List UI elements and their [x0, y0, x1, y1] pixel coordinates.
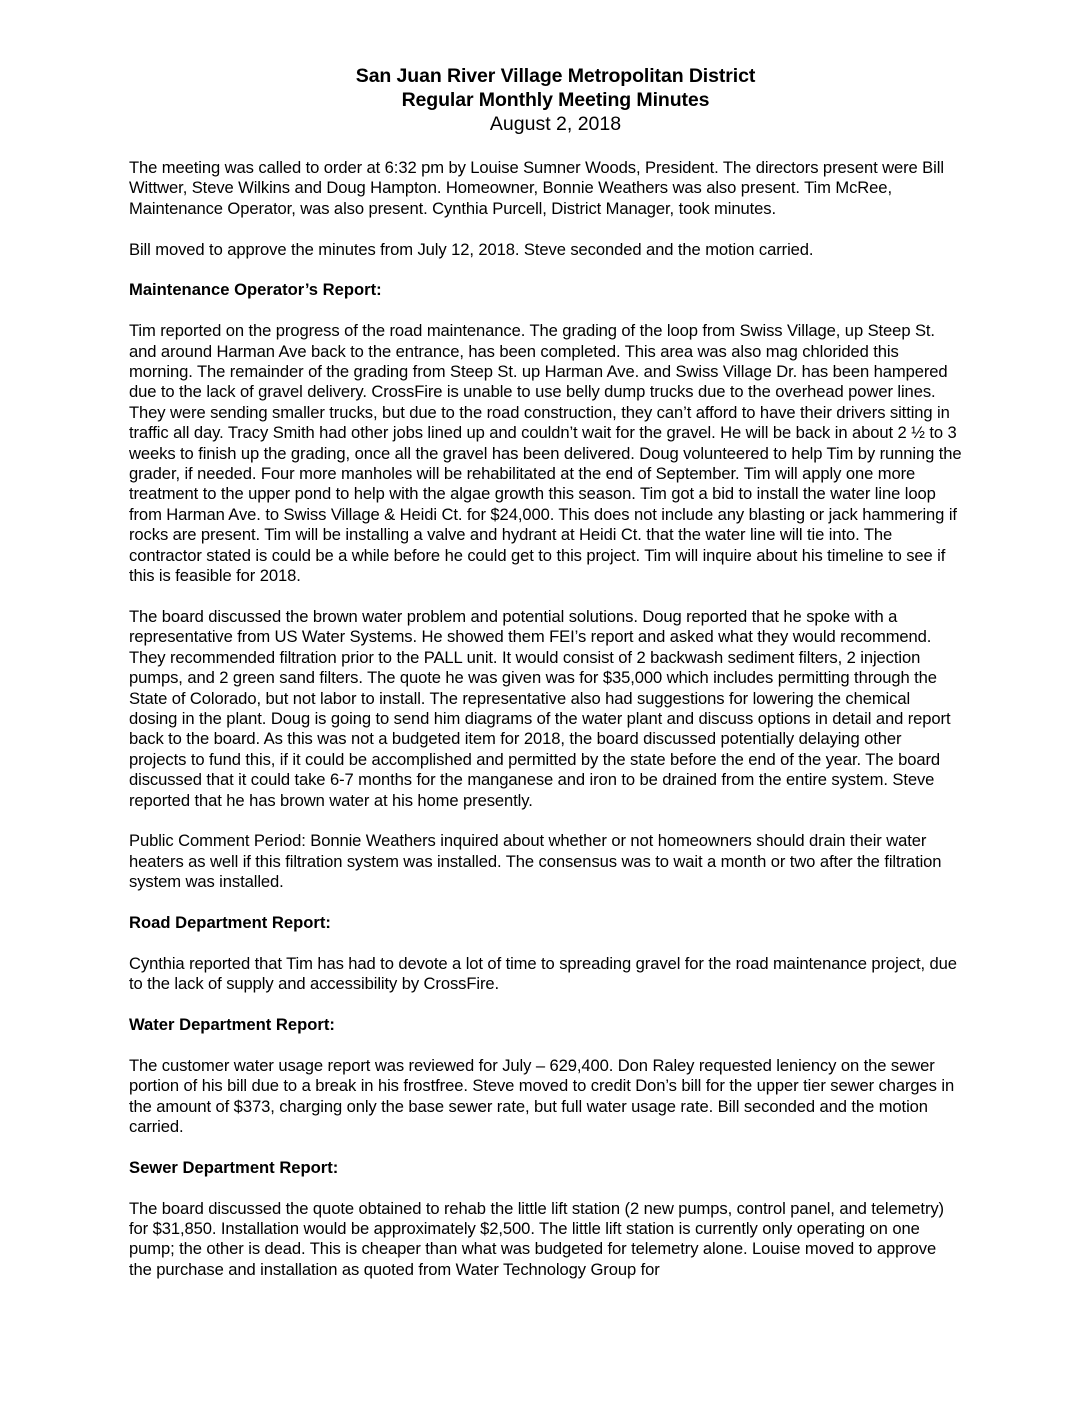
maintenance-paragraph-2: The board discussed the brown water problem and potential solutions. Doug reported that he spoke with a representative from US Water Systems. He showed them FEI’s report and asked what they would recommend. They recommended filtration prior to the PALL unit. It would consist of 2 backwash sediment filters, 2 injection pumps, and 2 green sand filters. The quote he was given was for $35,000 which includes permitting through the State of Colorado, but not labor to install. The representative also had suggestions for lowering the chemical dosing in the plant. Doug is going to send him diagrams of the water plant and discuss options in detail and report back to the board. As this was not a budgeted item for 2018, the board discussed potentially delaying other projects to fund this, if it could be accomplished and permitted by the state before the end of the year. The board discussed that it could take 6-7 months for the manganese and iron to be drained from the entire system. Steve reported that he has brown water at his home presently. — [129, 606, 951, 810]
call-to-order-paragraph: The meeting was called to order at 6:32 pm by Louise Sumner Woods, President. The directors present were Bill Wittwer, Steve Wilkins and Doug Hampton. Homeowner, Bonnie Weathers was also present. Tim McRee, Maintenance Operator, was also present. Cynthia Purcell, District Manager, took minutes. — [129, 158, 944, 218]
road-paragraph: Cynthia reported that Tim has had to devote a lot of time to spreading gravel for the road maintenance project, due to the lack of supply and accessibility by CrossFire. — [129, 953, 957, 994]
meeting-type-title: Regular Monthly Meeting Minutes — [401, 89, 710, 111]
water-heading: Water Department Report: — [129, 1014, 335, 1034]
maintenance-paragraph-1: Tim reported on the progress of the road maintenance. The grading of the loop from Swiss Village, up Steep St. and around Harman Ave back to the entrance, has been completed. This area was also mag chlorided this morning. The remainder of the grading from Steep St. up Harman Ave. and Swiss Village Dr. has been hampered due to the lack of gravel delivery. CrossFire is unable to use belly dump trucks due to the overhead power lines. They were sending smaller trucks, but due to the road construction, they can’t afford to have their drivers sitting in traffic all day. Tracy Smith had other jobs lined up and couldn’t wait for the gravel. He will be back in about 2 ½ to 3 weeks to finish up the grading, once all the gravel has been delivered. Doug volunteered to help Tim by running the grader, if needed. Four more manholes will be rehabilitated at the end of September. Tim will apply one more treatment to the upper pond to help with the algae growth this season. Tim got a bid to install the water line loop from Harman Ave. to Swiss Village & Heidi Ct. for $24,000. This does not include any blasting or jack hammering if rocks are present. Tim will be installing a valve and hydrant at Heidi Ct. that the water line will tie into. The contractor stated is could be a while before he could get to this project. Tim will inquire about his timeline to see if this is feasible for 2018. — [129, 321, 962, 586]
district-title: San Juan River Village Metropolitan District — [355, 65, 756, 87]
maintenance-heading: Maintenance Operator’s Report: — [129, 280, 382, 300]
sewer-heading: Sewer Department Report: — [129, 1157, 339, 1177]
road-heading: Road Department Report: — [129, 912, 331, 932]
minutes-approval-paragraph: Bill moved to approve the minutes from July 12, 2018. Steve seconded and the motion carried. — [129, 239, 814, 259]
document-header — [129, 64, 962, 136]
public-comment-paragraph: Public Comment Period: Bonnie Weathers inquired about whether or not homeowners should drain their water heaters as well if this filtration system was installed. The consensus was to wait a month or two after the filtration system was installed. — [129, 831, 942, 892]
meeting-date: August 2, 2018 — [489, 113, 622, 135]
water-paragraph: The customer water usage report was reviewed for July – 629,400. Don Raley requested leniency on the sewer portion of his bill due to a break in his frostfree. Steve moved to credit Don’s bill for the upper tier sewer charges in the amount of $373, charging only the base sewer rate, but full water usage rate. Bill seconded and the motion carried. — [129, 1055, 955, 1136]
sewer-paragraph: The board discussed the quote obtained to rehab the little lift station (2 new pumps, control panel, and telemetry) for $31,850. Installation would be approximately $2,500. The little lift station is currently only operating on one pump; the other is dead. This is cheaper than what was budgeted for telemetry alone. Louise moved to approve the purchase and installation as quoted from Water Technology Group for — [129, 1198, 944, 1279]
